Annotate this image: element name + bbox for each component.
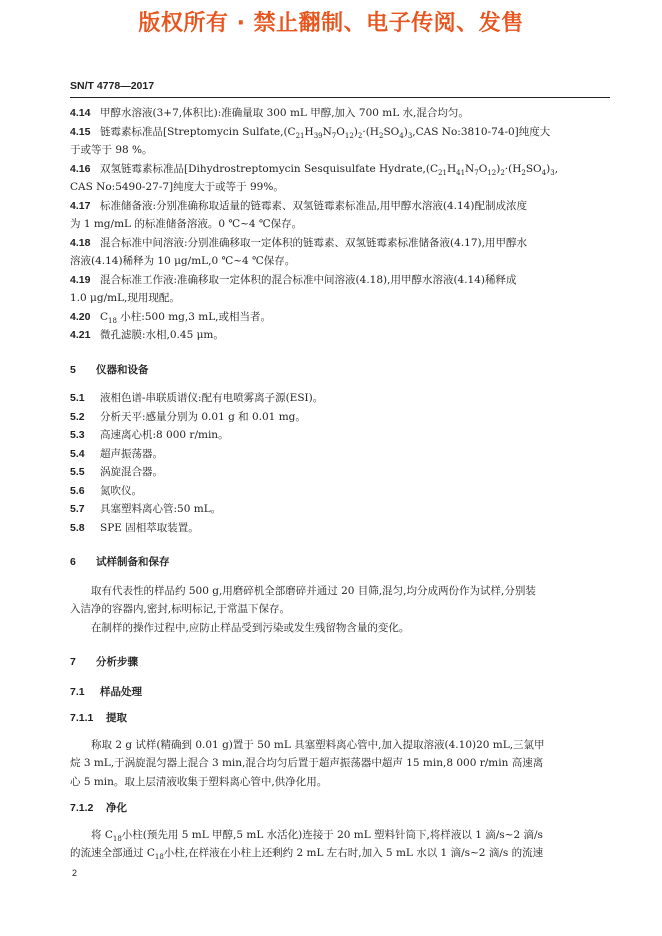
reagent-4-15: 4.15 链霉素标准品[Streptomycin $Sulfate,(C_{21}H_{39}N_7O_{12})_2\cdot(H_2SO_4)_3,CAS$ No:3810-74-0]纯度大 [70, 125, 551, 140]
reagent-4-19: 4.19 混合标准工作液:准确移取一定体积的混合标准中间溶液(4.18),用甲醇水溶液(4.14)稀释成 [70, 273, 517, 286]
reagent-4-18: 4.18 混合标准中间溶液:分别准确移取一定体积的链霉素、双氢链霉素标准储备液(4.17),用甲醇水 [70, 236, 527, 249]
header-rule [70, 97, 610, 98]
reagent-4-18-cont: 溶液(4.14)稀释为 10 μg/mL,0 ℃~4 ℃保存。 [70, 255, 296, 267]
section-6-paragraph-1: 取有代表性的样品约 500 g,用磨碎机全部磨碎并通过 20 目筛,混匀,均分成两份作为试样,分别装 [91, 584, 536, 597]
reagent-4-17: 4.17 标准储备液:分别准确称取适量的链霉素、双氢链霉素标准品,用甲醇水溶液(4.14)配制成浓度 [70, 199, 527, 212]
reagent-4-17-cont: 为 1 mg/mL 的标准储备溶液。0 ℃~4 ℃保存。 [70, 218, 303, 230]
extraction-line-2: 烷 3 mL,于涡旋混匀器上混合 3 min,混合均匀后置于超声振荡器中超声 15 min,8 000 r/min 高速离 [70, 757, 544, 769]
list-item: 5.5 涡旋混合器。 [70, 466, 163, 478]
section-7-1-1-heading: 7.1.1 提取 [70, 712, 127, 724]
section-7-heading: 7 分析步骤 [70, 656, 138, 668]
page-number: 2 [72, 868, 78, 878]
reagent-4-14: 4.14 甲醇水溶液(3+7,体积比):准确量取 300 mL 甲醇,加入 700 mL 水,混合均匀。 [70, 107, 469, 119]
standard-code: SN/T 4778—2017 [70, 80, 155, 92]
list-item: 5.2 分析天平:感量分别为 0.01 g 和 0.01 mg。 [70, 410, 306, 423]
list-item: 5.6 氮吹仪。 [70, 484, 142, 497]
reagent-4-19-cont: 1.0 μg/mL,现用现配。 [70, 292, 180, 304]
reagent-4-15-cont: 于或等于 98 %。 [70, 144, 153, 156]
reagent-4-16-cont: CAS No:5490-27-7]纯度大于或等于 99%。 [70, 181, 284, 193]
section-7-1-1-body [70, 736, 610, 792]
section-6-heading: 6 试样制备和保存 [70, 556, 170, 568]
section-6-body [70, 582, 610, 638]
section-6-paragraph-2: 在制样的操作过程中,应防止样品受到污染或发生残留物含量的变化。 [91, 621, 410, 634]
section-5-list [70, 389, 610, 537]
reagent-4-20: 4.20 $C_{18}$ 小柱:500 mg,3 mL,或相当者。 [70, 310, 272, 325]
list-item: 5.1 液相色谱-串联质谱仪:配有电喷雾离子源(ESI)。 [70, 392, 324, 404]
reagent-4-16: 4.16 双氢链霉素标准品[Dihydrostreptomycin Sesquisulfate $Hydrate,(C_{21}H_{41}N_7O_{12})_2\cdot(H_2SO_4)_3$, [70, 162, 559, 177]
section-5-heading: 5 仪器和设备 [70, 363, 149, 376]
section-7-1-2-heading: 7.1.2 净化 [70, 802, 127, 814]
list-item: 5.4 超声振荡器。 [70, 447, 163, 460]
list-item: 5.8 SPE 固相萃取装置。 [70, 521, 199, 534]
extraction-line-1: 称取 2 g 试样(精确到 0.01 g)置于 50 mL 具塞塑料离心管中,加入提取溶液(4.10)20 mL,三氯甲 [91, 738, 545, 751]
section-7-1-2-body [70, 826, 610, 863]
cleanup-line-1: 将 $C_{18}$小柱(预先用 5 mL 甲醇,5 mL 水活化)连接于 20 mL 塑料针筒下,将样液以 1 滴/s~2 滴/s [91, 828, 543, 843]
section-6-paragraph-1-cont: 入洁净的容器内,密封,标明标记,于常温下保存。 [70, 603, 291, 615]
section-7-1-heading: 7.1 样品处理 [70, 685, 142, 698]
reagent-4-21: 4.21 微孔滤膜:水相,0.45 μm。 [70, 329, 224, 341]
cleanup-line-2: 的流速全部通过 $C_{18}$小柱,在样液在小柱上还剩约 2 mL 左右时,加入 5 mL 水以 1 滴/s~2 滴/s 的流速 [70, 847, 544, 862]
document-body [70, 104, 610, 863]
copyright-watermark: 版权所有 · 禁止翻制、电子传阅、发售 [138, 11, 524, 36]
list-item: 5.7 具塞塑料离心管:50 mL。 [70, 503, 222, 515]
extraction-line-3: 心 5 min。取上层清液收集于塑料离心管中,供净化用。 [70, 775, 328, 788]
list-item: 5.3 高速离心机:8 000 r/min。 [70, 429, 229, 441]
